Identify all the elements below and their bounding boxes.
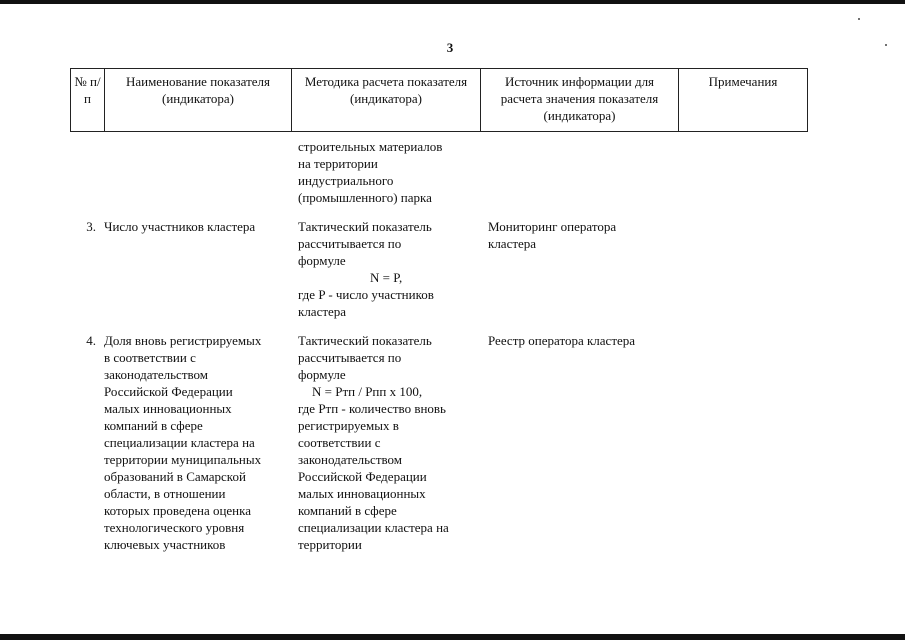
text-line: на территории [298, 156, 378, 171]
text-line: Тактический показатель [298, 219, 432, 234]
header-source: Источник информации для расчета значения показателя (индикатора) [481, 69, 679, 132]
text-line: кластера [298, 304, 347, 319]
row-3-num: 3. [86, 219, 96, 234]
text-line: которых проведена оценка [104, 503, 252, 518]
text-line: регистрируемых в [298, 418, 399, 433]
table-header [70, 68, 808, 132]
text-line: рассчитывается по [298, 350, 402, 365]
formula: N = Pтп / Pпп x 100, [312, 384, 423, 399]
text-line: территории [298, 537, 362, 552]
text-line: компаний в сфере [298, 503, 397, 518]
text-line: Доля вновь регистрируемых [104, 333, 262, 348]
top-scan-border [0, 0, 905, 4]
text-line: Российской Федерации [298, 469, 427, 484]
scan-speck [885, 44, 887, 46]
text-line: технологического уровня [104, 520, 245, 535]
text-line: компаний в сфере [104, 418, 203, 433]
text-line: Тактический показатель [298, 333, 432, 348]
row-3-name [104, 218, 292, 235]
text-line: Российской Федерации [104, 384, 233, 399]
text-line: малых инновационных [104, 401, 232, 416]
row-4-method [298, 332, 480, 553]
row-4-num: 4. [86, 333, 96, 348]
text-line: малых инновационных [298, 486, 426, 501]
text-line: ключевых участников [104, 537, 226, 552]
text-line: законодательством [298, 452, 403, 467]
text-line: образований в Самарской [104, 469, 246, 484]
header-name: Наименование показателя (индикатора) [105, 69, 292, 132]
text-line: в соответствии с [104, 350, 196, 365]
text-line: формуле [298, 367, 346, 382]
header-notes: Примечания [679, 69, 808, 132]
scan-speck [858, 18, 860, 20]
text-line: где Pтп - количество вновь [298, 401, 446, 416]
text-line: Число участников кластера [104, 219, 256, 234]
row-3-method [298, 218, 480, 320]
row-4-name [104, 332, 292, 553]
text-line: специализации кластера на [104, 435, 255, 450]
row-3-source: Мониторинг оператора кластера [488, 219, 617, 251]
text-line: (промышленного) парка [298, 190, 432, 205]
text-line: формуле [298, 253, 346, 268]
continuation-method [298, 138, 480, 206]
text-line: специализации кластера на [298, 520, 449, 535]
text-line: индустриального [298, 173, 394, 188]
text-line: области, в отношении [104, 486, 226, 501]
row-4-source: Реестр оператора кластера [488, 333, 636, 348]
text-line: где P - число участников [298, 287, 434, 302]
text-line: территории муниципальных [104, 452, 262, 467]
header-method: Методика расчета показателя (индикатора) [292, 69, 481, 132]
page-number: 3 [446, 40, 454, 55]
text-line: соответствии с [298, 435, 381, 450]
text-line: законодательством [104, 367, 209, 382]
formula: N = P, [370, 270, 403, 285]
text-line: рассчитывается по [298, 236, 402, 251]
bottom-scan-border [0, 634, 905, 640]
header-num: № п/п [71, 69, 105, 132]
text-line: строительных материалов [298, 139, 443, 154]
